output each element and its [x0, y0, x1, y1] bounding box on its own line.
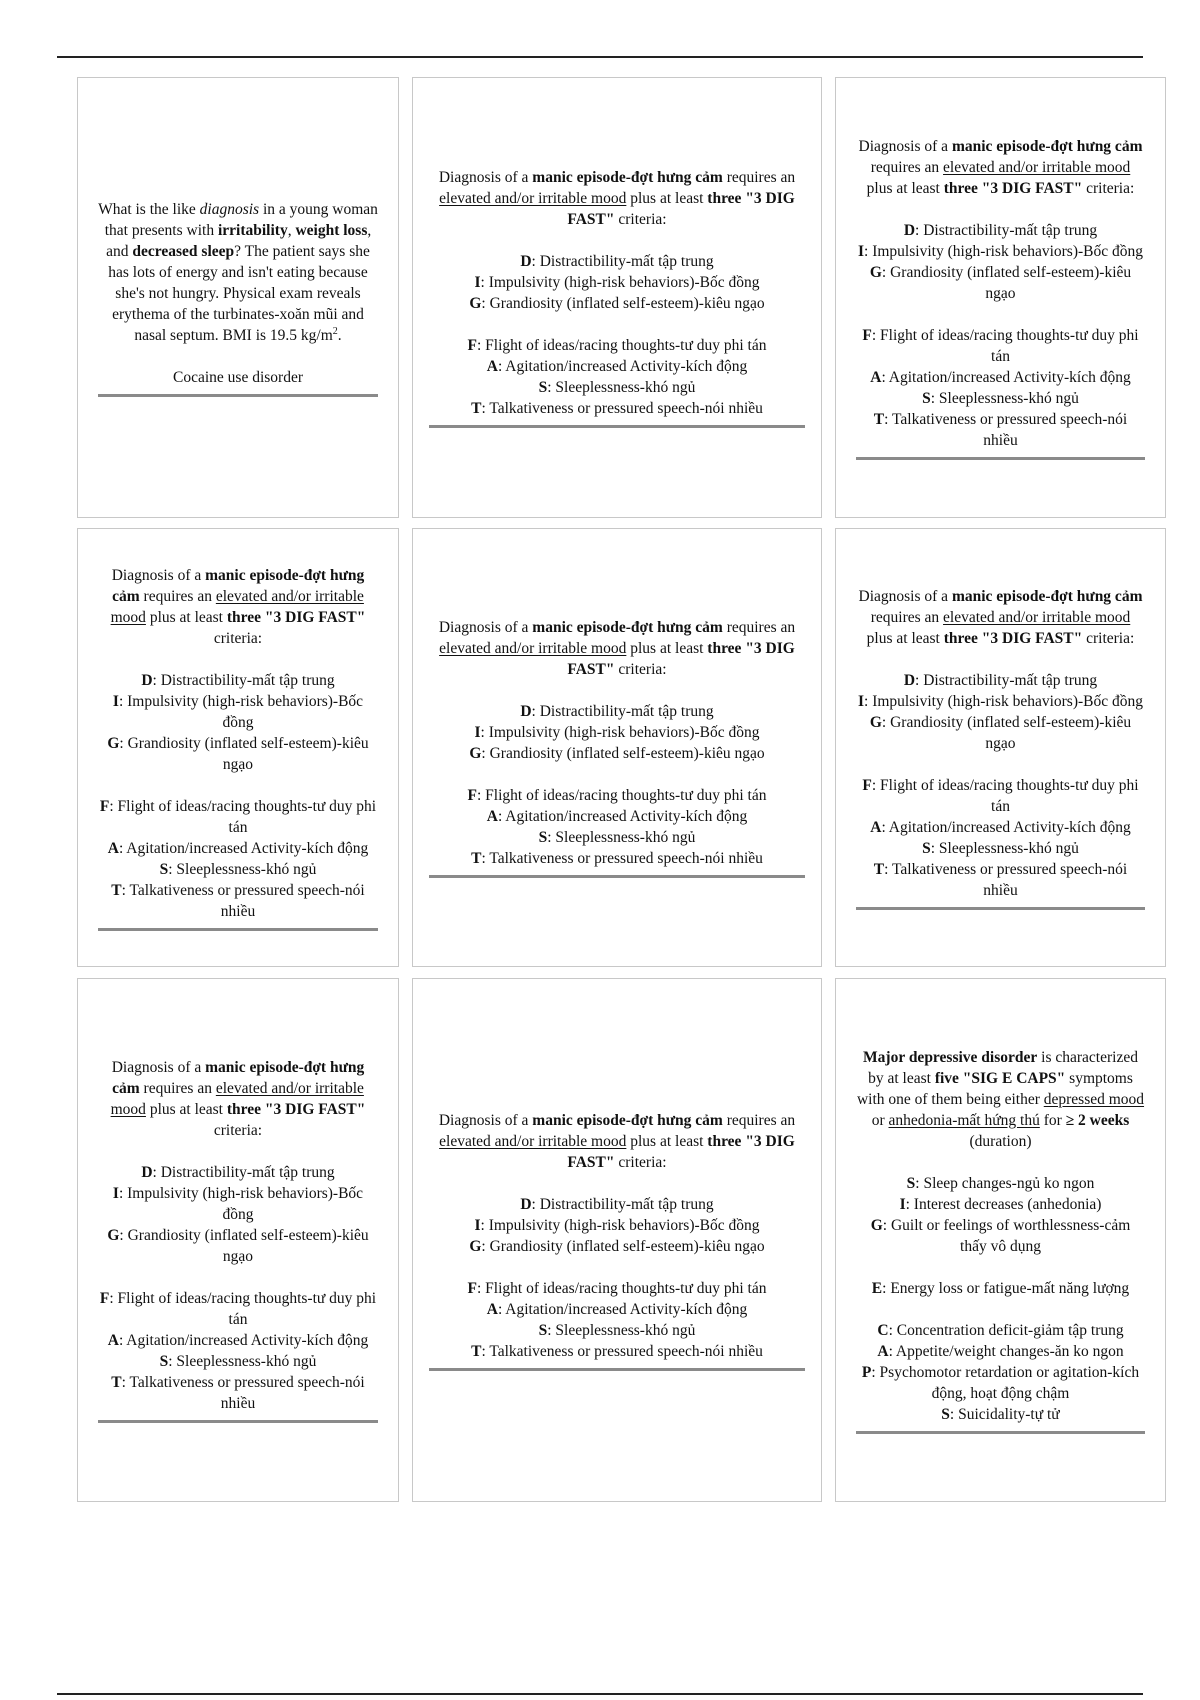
criterion-f: F: Flight of ideas/racing thoughts-tư duy phi tán — [862, 326, 1139, 365]
card-manic-narrow — [77, 978, 399, 1502]
criterion-g: G: Guilt or feelings of worthlessness-cảm thấy vô dụng — [870, 1216, 1131, 1255]
criterion-f: F: Flight of ideas/racing thoughts-tư duy phi tán — [99, 797, 377, 836]
criterion-i: I: Impulsivity (high-risk behaviors)-Bốc đồng — [474, 724, 760, 741]
bottom-rule — [57, 1693, 1143, 1695]
card-manic-narrow — [835, 528, 1166, 967]
criterion-a: A: Agitation/increased Activity-kích động — [870, 368, 1131, 386]
criterion-g: G: Grandiosity (inflated self-esteem)-kiêu ngạo — [469, 745, 765, 762]
criterion-s: S: Sleeplessness-khó ngủ — [159, 1353, 317, 1370]
criterion-i: I: Interest decreases (anhedonia) — [899, 1195, 1102, 1213]
criterion-s: S: Sleeplessness-khó ngủ — [538, 1321, 696, 1339]
criterion-t: T: Talkativeness or pressured speech-nói nhiều — [873, 410, 1128, 449]
card-divider — [429, 425, 805, 428]
criterion-i: I: Impulsivity (high-risk behaviors)-Bốc đồng — [857, 692, 1143, 710]
criterion-d: D: Distractibility-mất tập trung — [520, 1195, 714, 1213]
criterion-s: S: Sleeplessness-khó ngủ — [159, 860, 317, 878]
criterion-s: S: Sleeplessness-khó ngủ — [922, 839, 1079, 857]
criterion-a: A: Agitation/increased Activity-kích động — [486, 1300, 748, 1318]
criterion-t: T: Talkativeness or pressured speech-nói nhiều — [471, 850, 763, 867]
criterion-a: A: Agitation/increased Activity-kích động — [486, 808, 748, 825]
criterion-g: G: Grandiosity (inflated self-esteem)-kiêu ngạo — [107, 1227, 369, 1265]
criterion-d: D: Distractibility-mất tập trung — [520, 703, 714, 720]
criterion-a: A: Agitation/increased Activity-kích động — [486, 358, 748, 375]
criterion-i: I: Impulsivity (high-risk behaviors)-Bốc đồng — [112, 692, 364, 731]
criterion-g: G: Grandiosity (inflated self-esteem)-kiêu ngạo — [107, 734, 369, 773]
criterion-t: T: Talkativeness or pressured speech-nói nhiều — [111, 1374, 365, 1412]
criterion-g: G: Grandiosity (inflated self-esteem)-kiêu ngạo — [469, 1237, 765, 1255]
criterion-t: T: Talkativeness or pressured speech-nói nhiều — [471, 400, 763, 417]
card-depressive — [835, 978, 1166, 1502]
manic-intro: Diagnosis of a manic episode-đợt hưng cảm requires an elevated and/or irritable mood plus at least three "3 DIG FAST" criteria: — [438, 619, 796, 678]
criterion-t: T: Talkativeness or pressured speech-nói nhiều — [873, 860, 1128, 899]
card-question — [77, 77, 399, 518]
card-divider — [429, 1368, 805, 1371]
criterion-s: S: Sleep changes-ngủ ko ngon — [906, 1174, 1095, 1192]
criterion-d: D: Distractibility-mất tập trung — [520, 253, 714, 270]
card-divider — [856, 907, 1145, 910]
manic-intro: Diagnosis of a manic episode-đợt hưng cảm requires an elevated and/or irritable mood plus at least three "3 DIG FAST" criteria: — [858, 587, 1143, 647]
criterion-d: D: Distractibility-mất tập trung — [903, 221, 1098, 239]
manic-intro: Diagnosis of a manic episode-đợt hưng cảm requires an elevated and/or irritable mood plus at least three "3 DIG FAST" criteria: — [438, 169, 796, 228]
criterion-d: D: Distractibility-mất tập trung — [141, 1164, 335, 1181]
criterion-i: I: Impulsivity (high-risk behaviors)-Bốc đồng — [112, 1185, 364, 1223]
card-manic-wide — [412, 978, 822, 1502]
manic-intro: Diagnosis of a manic episode-đợt hưng cảm requires an elevated and/or irritable mood plus at least three "3 DIG FAST" criteria: — [438, 1111, 796, 1171]
card-divider — [98, 394, 378, 397]
criterion-f: F: Flight of ideas/racing thoughts-tư duy phi tán — [467, 1279, 767, 1297]
criterion-a: A: Appetite/weight changes-ăn ko ngon — [877, 1342, 1124, 1360]
card-divider — [98, 928, 378, 931]
criterion-t: T: Talkativeness or pressured speech-nói nhiều — [111, 881, 365, 920]
card-body — [98, 199, 378, 397]
top-rule — [57, 56, 1143, 58]
criterion-i: I: Impulsivity (high-risk behaviors)-Bốc đồng — [474, 1216, 760, 1234]
card-manic-wide — [412, 528, 822, 967]
manic-intro: Diagnosis of a manic episode-đợt hưng cảm requires an elevated and/or irritable mood plus at least three "3 DIG FAST" criteria: — [110, 1059, 366, 1139]
card-divider — [856, 457, 1145, 460]
criterion-f: F: Flight of ideas/racing thoughts-tư duy phi tán — [467, 337, 767, 354]
question-text: What is the like diagnosis in a young woman that presents with irritability, weight loss, and decreased sleep? The patient says she has lots of energy and isn't eating because she's not hungry. Physical exam reveals erythema of the turbinates-xoăn mũi and nasal septum. BMI is 19.5 $kg/m^2$. — [98, 200, 378, 344]
criterion-t: T: Talkativeness or pressured speech-nói nhiều — [471, 1342, 763, 1360]
answer-text: Cocaine use disorder — [173, 368, 303, 386]
manic-intro: Diagnosis of a manic episode-đợt hưng cảm requires an elevated and/or irritable mood plus at least three "3 DIG FAST" criteria: — [858, 137, 1143, 197]
depressive-intro: Major depressive disorder is characterized by at least five "SIG E CAPS" symptoms with one of them being either depressed mood or anhedonia-mất hứng thú for ≥ 2 weeks (duration) — [856, 1048, 1145, 1150]
criterion-a: A: Agitation/increased Activity-kích động — [107, 1332, 369, 1349]
card-divider — [429, 875, 805, 878]
criterion-a: A: Agitation/increased Activity-kích động — [870, 818, 1131, 836]
criterion-s: S: Sleeplessness-khó ngủ — [922, 389, 1079, 407]
criterion-f: F: Flight of ideas/racing thoughts-tư duy phi tán — [862, 776, 1139, 815]
card-manic-narrow — [835, 77, 1166, 518]
criterion-s: S: Sleeplessness-khó ngủ — [538, 829, 696, 846]
criterion-i: I: Impulsivity (high-risk behaviors)-Bốc đồng — [857, 242, 1143, 260]
criterion-s: S: Sleeplessness-khó ngủ — [538, 379, 696, 396]
criterion-e: E: Energy loss or fatigue-mất năng lượng — [871, 1279, 1130, 1297]
manic-intro: Diagnosis of a manic episode-đợt hưng cảm requires an elevated and/or irritable mood plus at least three "3 DIG FAST" criteria: — [110, 566, 366, 647]
criterion-d: D: Distractibility-mất tập trung — [141, 671, 335, 689]
criterion-f: F: Flight of ideas/racing thoughts-tư duy phi tán — [467, 787, 767, 804]
criterion-a: A: Agitation/increased Activity-kích động — [107, 839, 369, 857]
criterion-c: C: Concentration deficit-giảm tập trung — [877, 1321, 1124, 1339]
criterion-p: P: Psychomotor retardation or agitation-kích động, hoạt động chậm — [861, 1363, 1140, 1402]
criterion-i: I: Impulsivity (high-risk behaviors)-Bốc đồng — [474, 274, 760, 291]
criterion-d: D: Distractibility-mất tập trung — [903, 671, 1098, 689]
card-divider — [856, 1431, 1145, 1434]
criterion-g: G: Grandiosity (inflated self-esteem)-kiêu ngạo — [869, 713, 1132, 752]
card-manic-wide — [412, 77, 822, 518]
card-divider — [98, 1420, 378, 1423]
criterion-g: G: Grandiosity (inflated self-esteem)-kiêu ngạo — [469, 295, 765, 312]
criterion-g: G: Grandiosity (inflated self-esteem)-kiêu ngạo — [869, 263, 1132, 302]
card-manic-narrow — [77, 528, 399, 967]
criterion-f: F: Flight of ideas/racing thoughts-tư duy phi tán — [99, 1290, 377, 1328]
criterion-s2: S: Suicidality-tự tử — [941, 1405, 1060, 1423]
